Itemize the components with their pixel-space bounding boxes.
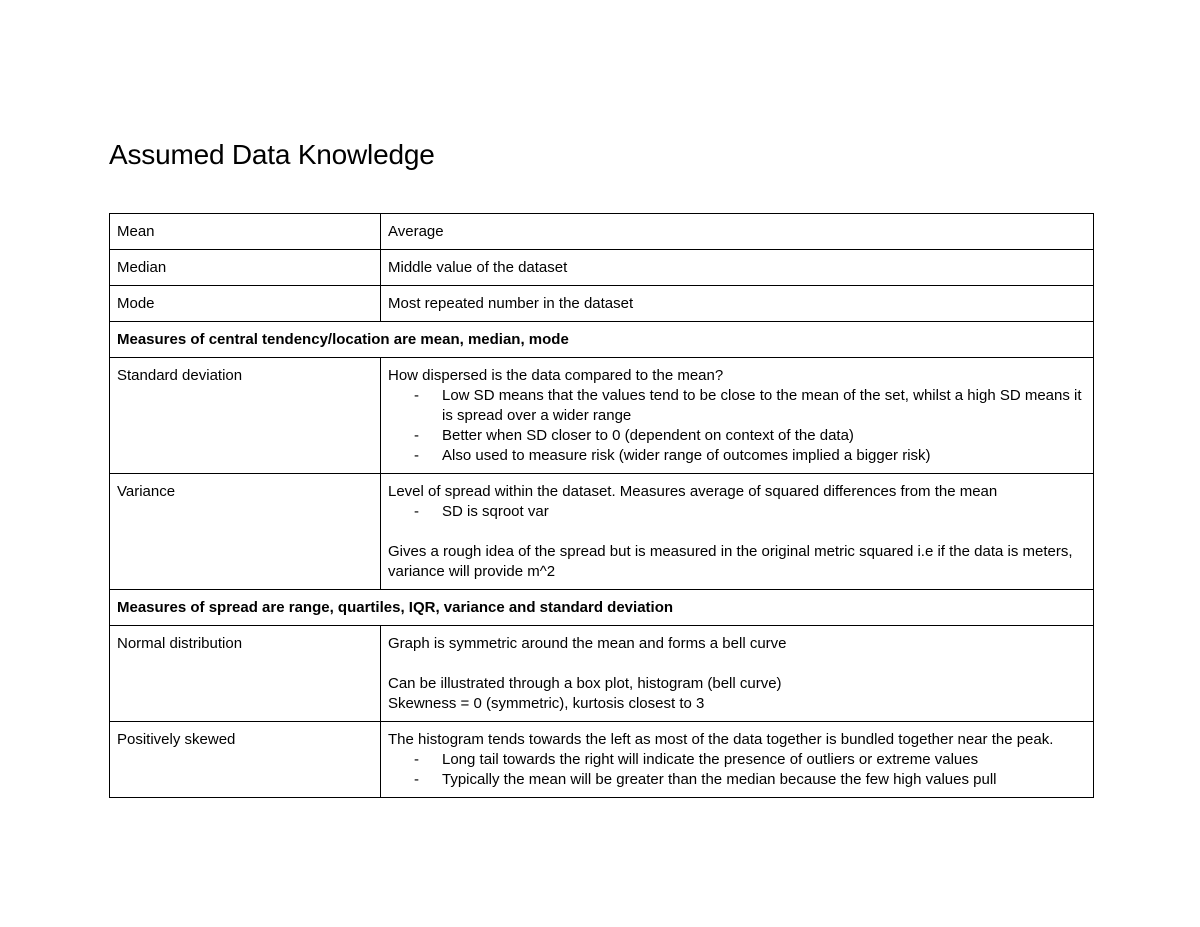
term-cell: Variance bbox=[110, 474, 381, 590]
definition-cell bbox=[381, 722, 1094, 798]
definition-line: Skewness = 0 (symmetric), kurtosis closest to 3 bbox=[388, 695, 705, 712]
term-cell: Mean bbox=[110, 214, 381, 250]
list-item: - Low SD means that the values tend to be close to the mean of the set, whilst a high SD means it is spread over a wider range bbox=[414, 386, 1086, 426]
term-cell: Mode bbox=[110, 286, 381, 322]
paragraph-gap bbox=[388, 654, 1086, 674]
paragraph-gap bbox=[388, 522, 1086, 542]
definition-cell: Most repeated number in the dataset bbox=[381, 286, 1094, 322]
section-heading: Measures of spread are range, quartiles, IQR, variance and standard deviation bbox=[110, 590, 1094, 626]
term-cell: Standard deviation bbox=[110, 358, 381, 474]
table-row bbox=[110, 358, 1094, 474]
section-heading: Measures of central tendency/location are mean, median, mode bbox=[110, 322, 1094, 358]
definition-line: Can be illustrated through a box plot, histogram (bell curve) bbox=[388, 675, 782, 692]
definition-note: Gives a rough idea of the spread but is measured in the original metric squared i.e if the data is meters, variance will provide m^2 bbox=[388, 543, 1073, 580]
table-row bbox=[110, 214, 1094, 250]
bullet-list bbox=[388, 750, 1086, 790]
page-title: Assumed Data Knowledge bbox=[109, 139, 435, 170]
list-item: - SD is sqroot var bbox=[414, 502, 1086, 522]
table-row bbox=[110, 474, 1094, 590]
section-row bbox=[110, 590, 1094, 626]
table-row bbox=[110, 626, 1094, 722]
table-row bbox=[110, 722, 1094, 798]
definition-cell bbox=[381, 358, 1094, 474]
bullet-list bbox=[388, 386, 1086, 466]
definition-cell bbox=[381, 626, 1094, 722]
knowledge-table bbox=[109, 213, 1094, 798]
definition-cell: Middle value of the dataset bbox=[381, 250, 1094, 286]
list-item: - Better when SD closer to 0 (dependent on context of the data) bbox=[414, 426, 1086, 446]
table-row bbox=[110, 250, 1094, 286]
definition-cell: Average bbox=[381, 214, 1094, 250]
definition-line: Graph is symmetric around the mean and forms a bell curve bbox=[388, 635, 787, 652]
list-item: - Also used to measure risk (wider range of outcomes implied a bigger risk) bbox=[414, 446, 1086, 466]
table-row bbox=[110, 286, 1094, 322]
definition-intro: How dispersed is the data compared to the mean? bbox=[388, 367, 724, 384]
definition-intro: The histogram tends towards the left as most of the data together is bundled together near the peak. bbox=[388, 731, 1054, 748]
definition-cell bbox=[381, 474, 1094, 590]
bullet-list bbox=[388, 502, 1086, 522]
list-item: - Typically the mean will be greater than the median because the few high values pull bbox=[414, 770, 1086, 790]
definition-intro: Level of spread within the dataset. Measures average of squared differences from the mean bbox=[388, 483, 998, 500]
section-row bbox=[110, 322, 1094, 358]
term-cell: Median bbox=[110, 250, 381, 286]
list-item: - Long tail towards the right will indicate the presence of outliers or extreme values bbox=[414, 750, 1086, 770]
term-cell: Positively skewed bbox=[110, 722, 381, 798]
term-cell: Normal distribution bbox=[110, 626, 381, 722]
